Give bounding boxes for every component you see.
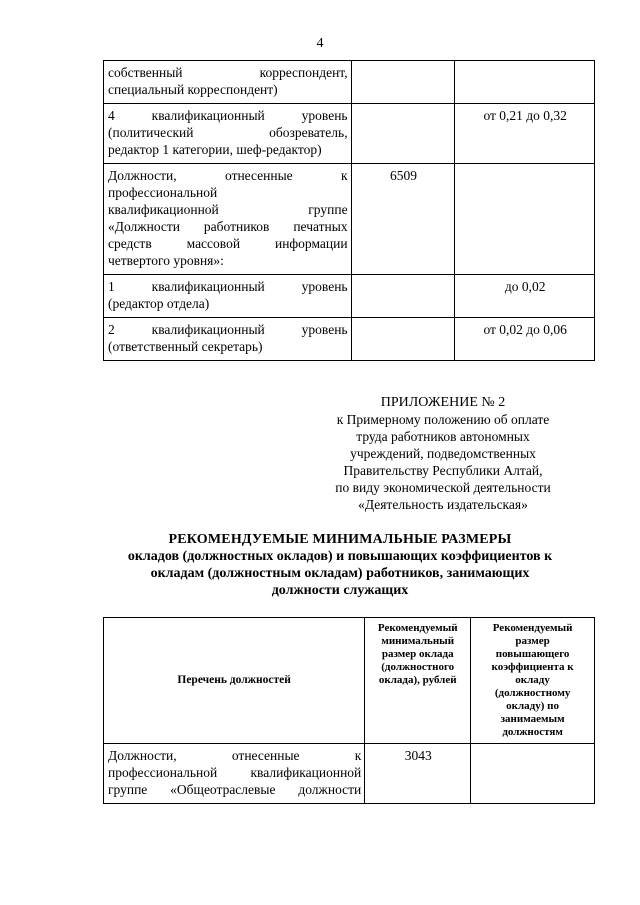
- salary-cell: [351, 61, 455, 104]
- heading-line: должности служащих: [271, 583, 409, 598]
- header-line: размер: [515, 635, 550, 647]
- salary-table-clip: [103, 617, 595, 828]
- position-line: 1 квалификационный уровень: [108, 279, 348, 294]
- position-line: квалификационной группе: [108, 202, 348, 217]
- position-line: 4 квалификационный уровень: [108, 108, 348, 123]
- position-line: специальный корреспондент): [108, 82, 278, 97]
- position-cell: [104, 104, 352, 164]
- header-line: повышающего: [495, 648, 570, 660]
- position-line: четвертого уровня»:: [108, 253, 224, 268]
- table-row: [104, 744, 595, 804]
- position-cell: [104, 318, 352, 361]
- position-cell: [104, 744, 365, 804]
- position-line: (политический обозреватель,: [108, 125, 348, 140]
- salary-cell: [351, 104, 455, 164]
- header-line: Рекомендуемый: [492, 622, 573, 634]
- table-header-row: [104, 618, 595, 744]
- coefficient-cell: от 0,21 до 0,32: [455, 104, 595, 164]
- coefficient-cell: до 0,02: [455, 275, 595, 318]
- position-line: средств массовой информации: [108, 236, 348, 251]
- salary-cell: 3043: [365, 744, 471, 804]
- appendix-line: учреждений, подведомственных: [350, 446, 536, 461]
- position-line: собственный корреспондент,: [108, 65, 348, 80]
- header-line: (должностного: [381, 661, 455, 673]
- coefficient-cell: [471, 744, 595, 804]
- header-line: минимальный: [381, 635, 455, 647]
- table-row: [104, 61, 595, 104]
- coefficient-cell: [455, 164, 595, 275]
- position-line: Должности, отнесенные к: [108, 748, 362, 763]
- position-line: (редактор отдела): [108, 296, 210, 311]
- position-line: «Должности работников печатных: [108, 219, 348, 234]
- position-line: (ответственный секретарь): [108, 339, 263, 354]
- appendix-line: «Деятельность издательская»: [358, 497, 528, 512]
- appendix-title: ПРИЛОЖЕНИЕ № 2: [380, 395, 506, 410]
- header-salary: [365, 618, 471, 744]
- salary-cell: 6509: [351, 164, 455, 275]
- coefficient-cell: [455, 61, 595, 104]
- header-line: занимаемым: [500, 713, 565, 725]
- position-cell: [104, 275, 352, 318]
- page-number: 4: [316, 36, 324, 51]
- appendix-line: Правительству Республики Алтай,: [343, 463, 543, 478]
- position-cell: [104, 164, 352, 275]
- heading-main: РЕКОМЕНДУЕМЫЕ МИНИМАЛЬНЫЕ РАЗМЕРЫ: [168, 532, 512, 547]
- position-line: профессиональной квалификационной: [108, 765, 362, 780]
- appendix-line: к Примерному положению об оплате: [336, 412, 550, 427]
- salary-cell: [351, 318, 455, 361]
- header-line: Рекомендуемый: [377, 622, 458, 634]
- header-line: размер оклада: [381, 648, 454, 660]
- table-row: [104, 318, 595, 361]
- header-coefficient: [471, 618, 595, 744]
- heading-line: окладов (должностных окладов) и повышающих коэффициентов к: [127, 549, 553, 564]
- header-line: окладу) по: [506, 700, 559, 712]
- position-line: Должности, отнесенные к: [108, 168, 348, 183]
- header-line: коэффициента к: [491, 661, 574, 673]
- header-line: (должностному: [494, 687, 571, 699]
- table-row: [104, 164, 595, 275]
- heading-line: окладам (должностным окладам) работников, занимающих: [150, 566, 530, 581]
- position-line: профессиональной: [108, 185, 218, 200]
- document-heading: [80, 531, 600, 599]
- appendix-line: по виду экономической деятельности: [335, 480, 551, 495]
- salary-table: [103, 617, 595, 804]
- salary-cell: [351, 275, 455, 318]
- appendix-block: [293, 394, 593, 513]
- coefficient-cell: от 0,02 до 0,06: [455, 318, 595, 361]
- salary-table-continued: [103, 60, 595, 361]
- position-line: 2 квалификационный уровень: [108, 322, 348, 337]
- appendix-line: труда работников автономных: [356, 429, 530, 444]
- header-line: оклада), рублей: [378, 674, 457, 686]
- header-positions: Перечень должностей: [104, 618, 365, 744]
- position-cell: [104, 61, 352, 104]
- header-line: окладу: [515, 674, 550, 686]
- position-line: редактор 1 категории, шеф-редактор): [108, 142, 322, 157]
- table-row: [104, 104, 595, 164]
- position-line: группе «Общеотраслевые должности: [108, 782, 362, 797]
- header-line: должностям: [502, 726, 563, 738]
- table-row: [104, 275, 595, 318]
